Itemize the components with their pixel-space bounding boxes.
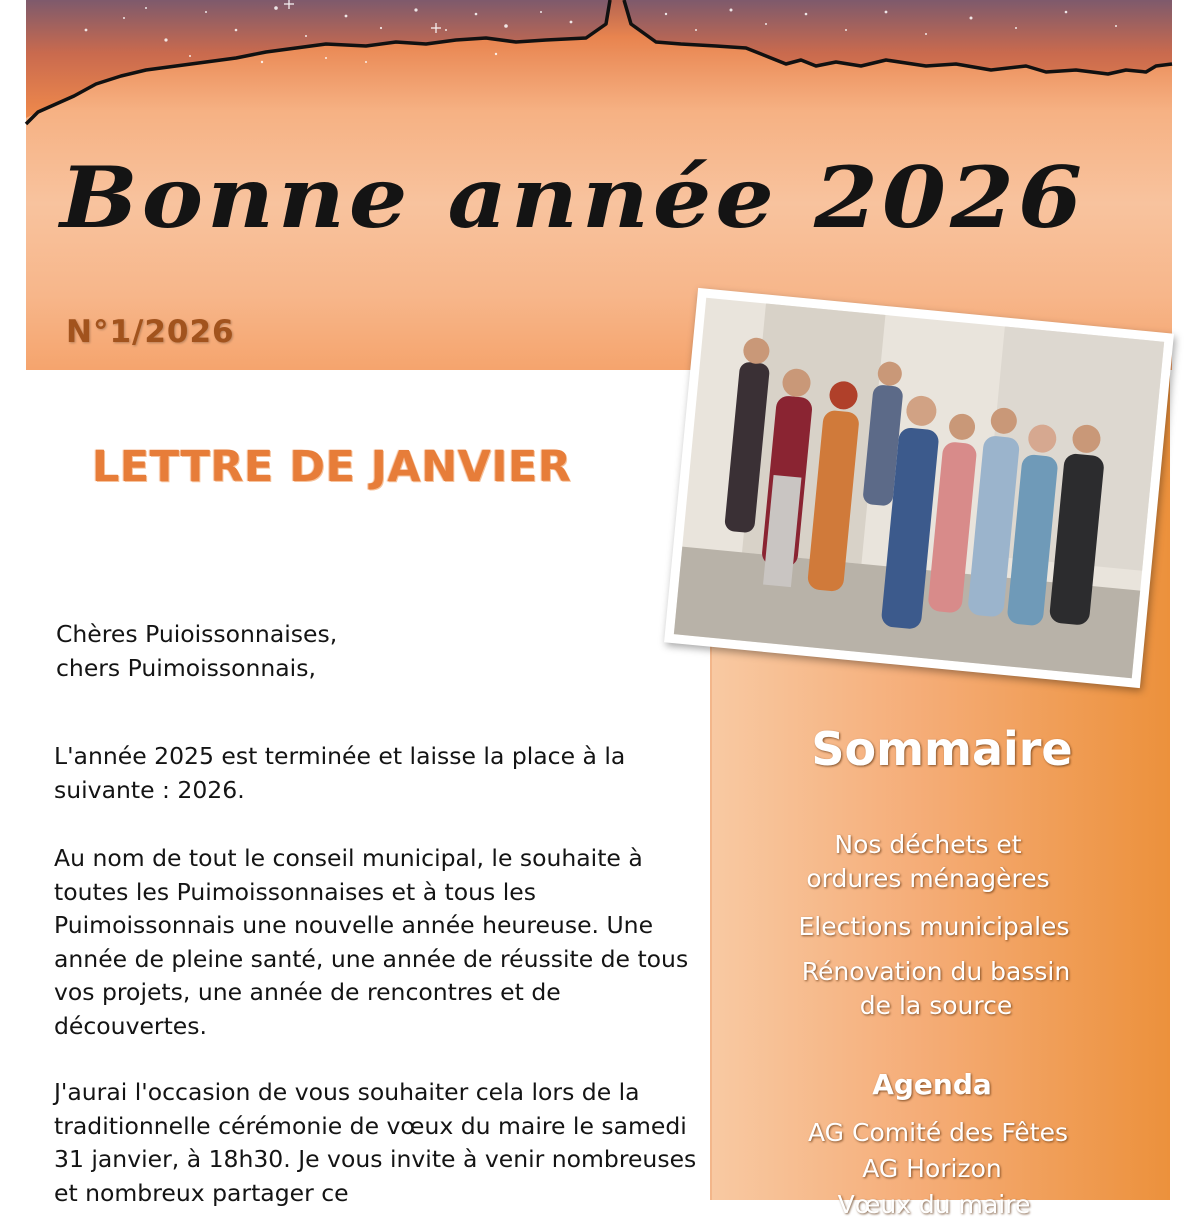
letter-paragraph: J'aurai l'occasion de vous souhaiter cela lors de la traditionnelle cérémonie de vœux du maire le samedi 31 janvier, à 18h30. Je vous invite à venir nombreuses et nombreux partager ce xyxy=(54,1078,697,1207)
sommaire-heading: Sommaire xyxy=(811,722,1073,776)
letter-paragraph: L'année 2025 est terminée et laisse la place à la suivante : 2026. xyxy=(54,742,626,804)
sommaire-item-text: Rénovation du bassin de la source xyxy=(801,957,1071,1020)
group-photo-image xyxy=(674,298,1164,679)
sommaire-item xyxy=(716,955,1156,1023)
letter-paragraph: Au nom de tout le conseil municipal, le souhaite à toutes les Puimoissonnaises et à tous les Puimoissonnais une nouvelle année heureuse. Une année de pleine santé, une année de réussite de tous vos projets, une année de rencontres et de découvertes. xyxy=(54,844,689,1040)
agenda-item: AG Comité des Fêtes xyxy=(808,1118,1068,1147)
header-banner xyxy=(26,0,1172,370)
sommaire-item xyxy=(708,828,1148,896)
letter-greeting xyxy=(56,618,337,685)
agenda-heading: Agenda xyxy=(872,1068,992,1101)
council-group-photo xyxy=(664,288,1174,688)
agenda-item: Vœux du maire xyxy=(837,1190,1031,1219)
agenda-item: AG Horizon xyxy=(862,1154,1002,1183)
letter-heading: LETTRE DE JANVIER xyxy=(92,442,572,492)
greeting-line: Chères Puioissonnaises, xyxy=(56,620,338,648)
greeting-line: chers Puimoissonnais, xyxy=(56,653,316,682)
letter-column xyxy=(32,370,710,1207)
sommaire-item-text: Nos déchets et ordures ménagères xyxy=(806,830,1050,893)
issue-number: N°1/2026 xyxy=(66,314,235,350)
newsletter-title: Bonne année 2026 xyxy=(60,148,1087,248)
sommaire-item: Elections municipales xyxy=(798,912,1070,941)
